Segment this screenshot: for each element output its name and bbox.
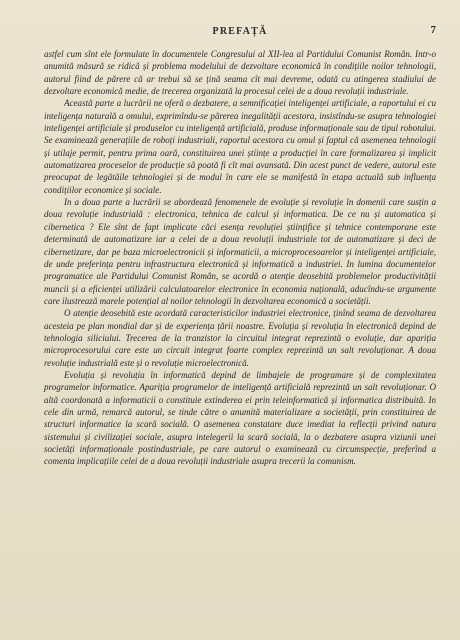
running-title: PREFAȚĂ	[212, 26, 268, 37]
page-header	[44, 26, 436, 42]
paragraph: O atenție deosebită este acordată caracteristicilor industriei electronice, ținînd seama de dezvoltarea acesteia pe plan mondial dar și de experiența țării noastre. Evoluția și revoluția în electronică depind de tehnologia siliciului. Trecerea de la tranzistor la circuitul integrat reprezintă o evoluție, dar apariția microprocesorului care este un circuit integrat foarte complex reprezintă un salt revoluționar. A doua revoluție industrială este și o revoluție microelectronică.	[44, 308, 436, 368]
paragraph: astfel cum sînt ele formulate în documentele Congresului al XII-lea al Partidului Comunist Român. Intr-o anumită măsură se ridică și problema modelului de dezvoltare economică în condițiile noilor tehnologii, autorul fiind de părere că ar trebui să se țină seama cît mai devreme, odată cu atingerea stadiului de dezvoltare economică medie, de trecerea organizată la procesul celei de a doua revoluții industriale.	[44, 49, 436, 97]
body-text	[44, 48, 436, 468]
page-number: 7	[430, 24, 436, 36]
paragraph: In a doua parte a lucrării se abordează fenomenele de evoluție și revoluție în domenii care susțin a doua revoluție industrială : electronica, tehnica de calcul și informatica. De ce nu și automatica și cibernetica ? Ele sînt de fapt implicate căci esența revoluției științifice și tehnice contemporane este determinată de automatizare iar a celei de a doua revoluții industriale tot de automatizare și deci de cibernetizare, dar pe baza microelectronicii și informaticii, a microprocesoarelor și inteligenței artificiale, de unde preferința pentru infrastructura electronică și informatică a industriei. In lumina documentelor programatice ale Partidului Comunist Român, se acordă o atenție deosebită problemelor productivității muncii și a eficienței utilizării calculatoarelor electronice în economia națională, aducîndu-se argumente care ilustrează marele potențial al noilor tehnologii în dezvoltarea economică a societății.	[44, 197, 436, 306]
paragraph: Această parte a lucrării ne oferă o dezbatere, a semnificației inteligenței artificiale, a raportului ei cu inteligența naturală a omului, exprimîndu-se părerea inegalității acestora, insistîndu-se asupra tehnologiei inteligenței artificiale și produselor cu inteligență artificială, produse informaționale sau de tipul robotului. Se examinează generațiile de roboți industriali, raportul acestora cu omul și faptul că asemenea tehnologii și utilaje permit, pentru prima oară, constituirea unei științe a producției în care formalizarea și implicit automatizarea proceselor de producție să poată fi cît mai avansată. Din acest punct de vedere, autorul este preocupat de legătăile tehnologiei și de modul în care ele se manifestă în etapa actuală sub influența condițiilor economice și sociale.	[44, 98, 436, 195]
paragraph: Evoluția și revoluția în informatică depind de limbajele de programare și de complexitatea programelor informatice. Apariția programelor de inteligență artificială reprezintă un salt revoluționar. O altă coordonată a informaticii o constituie extinderea ei prin teleinformatică și informatica distribuită. In cele din urmă, remarcă autorul, se tinde către o anumită materializare a societății, prin constituirea de structuri informatice la scară socială. O asemenea constatare duce imediat la reflecții privind natura sistemului și civilizației sociale, asupra intelegerii la scară socială, la o dezbatere asupra viziunii unei societăți informaționale postindustriale, pe care autorul o examinează cu circumspecție, preferînd a comenta implicațiile celei de a doua revoluții industriale asupra trecerii la comunism.	[44, 369, 436, 467]
